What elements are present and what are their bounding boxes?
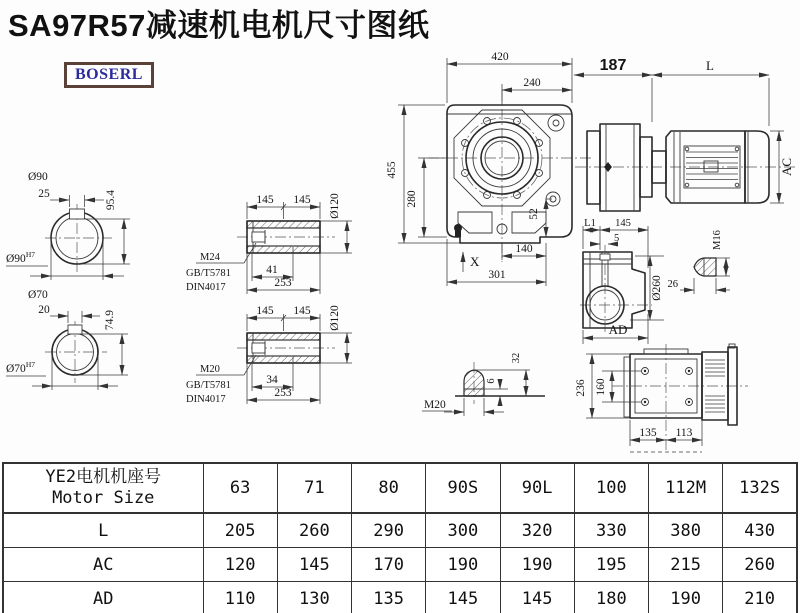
dim-bore-dia: $Ø90^{H7}$: [6, 250, 35, 265]
table-cell: 110: [203, 582, 277, 613]
label-x-mark: X: [470, 254, 480, 269]
label-thread: M24: [200, 252, 220, 263]
label-stud-thread: M20: [424, 399, 446, 411]
dim-ad: AD: [608, 322, 628, 337]
table-row-AD: [3, 582, 797, 613]
dim-height-lower: 280: [406, 190, 418, 208]
dim-seg-a: 145: [256, 194, 274, 206]
table-header-row: [3, 463, 797, 513]
table-cell: 195: [574, 548, 648, 582]
gearbox-front-view: [386, 51, 592, 286]
table-cell: 145: [500, 582, 574, 613]
shaft-end-view-top: [6, 171, 130, 280]
col-header: 80: [352, 463, 426, 513]
table-cell: 210: [723, 582, 797, 613]
table-cell: 120: [203, 548, 277, 582]
table-cell: 290: [352, 513, 426, 548]
dim-depth: 95.4: [105, 189, 117, 211]
dim-thread-len: 34: [266, 374, 278, 386]
table-row-L: [3, 513, 797, 548]
dim-offset: 52: [528, 208, 540, 220]
dim-height: 236: [575, 379, 587, 397]
row-label: AC: [3, 548, 203, 582]
dim-key-width: 25: [38, 188, 50, 200]
col-header: 132S: [723, 463, 797, 513]
dim-thread-len: 41: [266, 264, 278, 276]
dim-depth: 74.9: [104, 309, 116, 331]
motor-size-table-wrap: [2, 462, 798, 612]
page-title: SA97R57减速机电机尺寸图纸: [8, 8, 430, 43]
dim-seg-b: 145: [293, 305, 311, 317]
col-header: 71: [277, 463, 351, 513]
table-cell: 430: [723, 513, 797, 548]
header-en: Motor Size: [52, 488, 155, 508]
col-header: 90L: [500, 463, 574, 513]
dim-plug-len: 26: [667, 279, 678, 290]
table-cell: 180: [574, 582, 648, 613]
table-cell: 380: [649, 513, 723, 548]
dim-width: 420: [491, 51, 509, 63]
table-cell: 190: [500, 548, 574, 582]
hollow-shaft-view-bottom: [186, 305, 352, 405]
dim-height: 455: [386, 161, 398, 179]
table-cell: 205: [203, 513, 277, 548]
dim-foot-a: 135: [639, 427, 657, 439]
hollow-shaft-view-top: [186, 193, 352, 294]
dim-total-len: 253: [274, 387, 292, 399]
dim-foot-b: 113: [675, 427, 693, 439]
dim-motor-len: L: [706, 58, 714, 73]
dim-seg-b: 145: [293, 194, 311, 206]
dim-key-width: 20: [38, 304, 50, 316]
dim-dia: Ø120: [329, 305, 341, 331]
dim-flange-dia: Ø260: [651, 275, 663, 301]
dim-seg-a: 145: [256, 305, 274, 317]
table-row-AC: [3, 548, 797, 582]
dim-shaft-dia: Ø90: [28, 171, 48, 183]
dim-base: 301: [488, 269, 506, 281]
dim-l1: L1: [584, 218, 596, 229]
dim-adapter-len: 187: [599, 57, 627, 74]
shaft-end-view-bottom: [6, 289, 128, 390]
table-cell: 260: [723, 548, 797, 582]
row-label: L: [3, 513, 203, 548]
table-cell: 320: [500, 513, 574, 548]
row-label: AD: [3, 582, 203, 613]
dim-total-len: 253: [274, 277, 292, 289]
col-header: 90S: [426, 463, 500, 513]
motor-side-view: [574, 57, 795, 211]
dim-dia: Ø120: [329, 193, 341, 219]
table-cell: 190: [649, 582, 723, 613]
table-cell: 145: [277, 548, 351, 582]
label-plug-thread: M16: [712, 230, 723, 250]
table-cell: 260: [277, 513, 351, 548]
label-standard-2: DIN4017: [186, 394, 226, 405]
stud-detail: [422, 353, 545, 416]
col-header: 100: [574, 463, 648, 513]
motor-size-table: [2, 462, 798, 613]
dim-motor-height: AC: [779, 157, 794, 177]
dim-h-large: 32: [511, 352, 522, 364]
header-cn: YE2电机机座号: [45, 466, 162, 487]
table-cell: 145: [426, 582, 500, 613]
label-standard-1: GB/T5781: [186, 380, 231, 391]
table-cell: 135: [352, 582, 426, 613]
table-cell: 190: [426, 548, 500, 582]
dim-bore-dia: $Ø70^{H7}$: [6, 360, 35, 375]
dim-foot: 140: [515, 243, 533, 255]
col-header: 112M: [649, 463, 723, 513]
col-header: 63: [203, 463, 277, 513]
label-thread: M20: [200, 364, 220, 375]
label-standard-2: DIN4017: [186, 282, 226, 293]
dim-seg: 145: [615, 218, 631, 229]
table-cell: 215: [649, 548, 723, 582]
dim-gap: 5: [614, 233, 620, 244]
table-cell: 130: [277, 582, 351, 613]
table-cell: 330: [574, 513, 648, 548]
gearbox-side-view: [580, 218, 730, 344]
dim-shaft-dia: Ø70: [28, 289, 48, 301]
table-header-cell: [3, 463, 203, 513]
table-cell: 300: [426, 513, 500, 548]
gearbox-rear-view: [575, 344, 748, 452]
dim-h-small: 6: [486, 378, 497, 384]
table-cell: 170: [352, 548, 426, 582]
dim-width-upper: 240: [523, 77, 541, 89]
label-standard-1: GB/T5781: [186, 268, 231, 279]
brand-logo: BOSERL: [64, 62, 154, 88]
dim-bolt-spacing: 160: [595, 378, 607, 396]
